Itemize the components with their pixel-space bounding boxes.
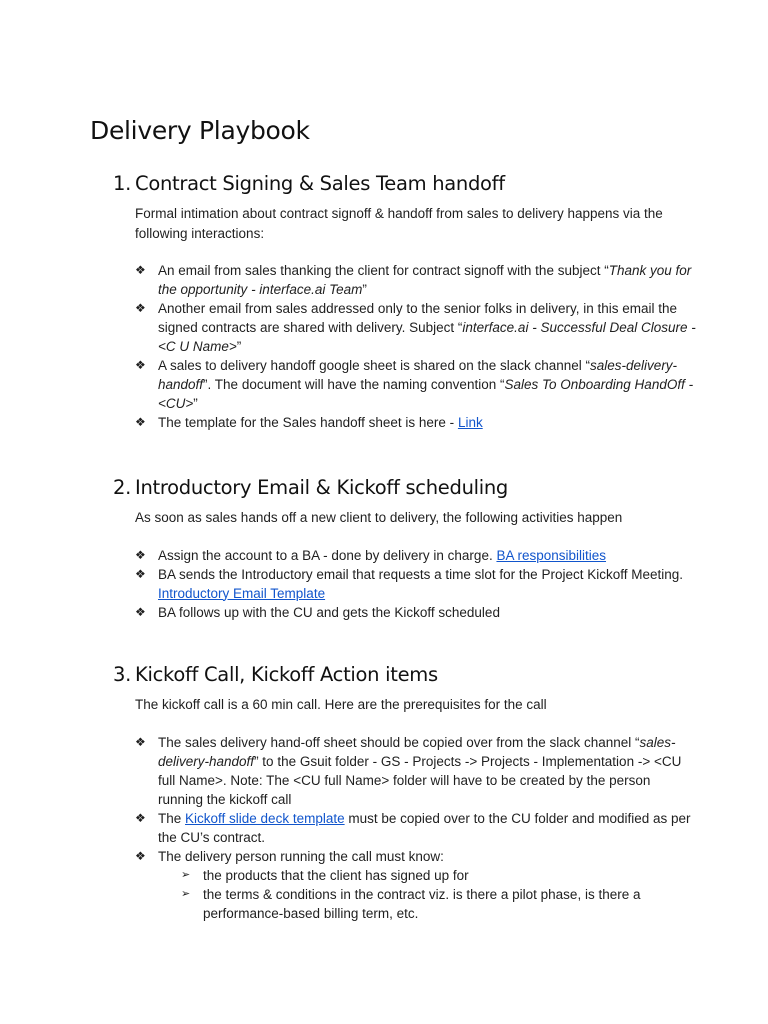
- list-item: [135, 565, 698, 603]
- list-item: [135, 261, 698, 299]
- italic-subject: Thank you for the opportunity - interface.ai Team: [158, 263, 692, 297]
- list-item: [135, 413, 698, 432]
- list-item: [135, 809, 698, 847]
- italic-naming-convention: Sales To Onboarding HandOff - <CU>: [158, 377, 694, 411]
- section-title: Introductory Email & Kickoff scheduling: [135, 476, 508, 499]
- list-item: [135, 546, 698, 565]
- bullet-text: ” to the Gsuit folder - GS - Projects -> Projects - Implementation -> <CU full Name>. Note: The <CU full Name> folder will have to be created by the person running the kickoff call: [158, 753, 682, 807]
- section-kickoff-call: [113, 663, 698, 923]
- section-number: 2.: [113, 476, 132, 499]
- sub-bullet-text: the products that the client has signed up for: [203, 867, 469, 883]
- kickoff-slide-deck-link[interactable]: Kickoff slide deck template: [185, 810, 345, 826]
- list-item: [135, 733, 698, 809]
- bullet-text: The template for the Sales handoff sheet is here -: [158, 415, 458, 430]
- diamond-bullet-icon: ❖: [135, 358, 146, 372]
- bullet-text: ”. The document will have the naming convention “: [203, 377, 505, 392]
- bullet-text: ”: [362, 282, 367, 297]
- section-number: 1.: [113, 172, 132, 195]
- diamond-bullet-icon: ❖: [135, 604, 146, 619]
- diamond-bullet-icon: ❖: [135, 566, 146, 581]
- bullet-list: [135, 733, 698, 923]
- section-number: 3.: [113, 663, 132, 686]
- section-intro: The kickoff call is a 60 min call. Here are the prerequisites for the call: [135, 697, 547, 712]
- section-introductory-email: [113, 476, 698, 622]
- section-intro: As soon as sales hands off a new client to delivery, the following activities happen: [135, 510, 623, 525]
- bullet-text: Assign the account to a BA - done by delivery in charge.: [158, 547, 497, 563]
- arrowhead-bullet-icon: ➢: [181, 887, 191, 900]
- list-item: [135, 356, 698, 413]
- bullet-list: [135, 546, 698, 622]
- sub-bullet-list: [158, 866, 698, 923]
- sales-handoff-link[interactable]: Link: [457, 415, 483, 430]
- section-title: Kickoff Call, Kickoff Action items: [135, 663, 438, 686]
- diamond-bullet-icon: ❖: [135, 263, 146, 277]
- diamond-bullet-icon: ❖: [135, 547, 146, 562]
- section-intro: Formal intimation about contract signoff & handoff from sales to delivery happens via the following interactions:: [135, 206, 663, 241]
- arrowhead-bullet-icon: ➢: [181, 868, 191, 881]
- italic-channel: sales-delivery-handoff: [158, 734, 676, 769]
- bullet-text: The sales delivery hand-off sheet should be copied over from the slack channel “: [158, 734, 640, 750]
- sub-list-item: [181, 866, 698, 885]
- section-heading: [113, 663, 698, 686]
- bullet-text: The delivery person running the call must know:: [158, 848, 444, 864]
- diamond-bullet-icon: ❖: [135, 848, 146, 863]
- section-heading: [113, 172, 698, 195]
- diamond-bullet-icon: ❖: [135, 810, 146, 825]
- bullet-text: Another email from sales addressed only to the senior folks in delivery, in this email the signed contracts are shared with delivery. Subject “: [158, 301, 677, 335]
- section-heading: [113, 476, 698, 499]
- list-item: [135, 847, 698, 923]
- italic-channel: sales-delivery-handoff: [158, 358, 678, 392]
- bullet-text: A sales to delivery handoff google sheet is shared on the slack channel “: [158, 358, 591, 373]
- bullet-text: ”: [236, 339, 242, 354]
- list-item: [135, 603, 698, 622]
- bullet-text: BA follows up with the CU and gets the Kickoff scheduled: [158, 604, 500, 620]
- section-title: Contract Signing & Sales Team handoff: [135, 172, 505, 195]
- page-title: Delivery Playbook: [90, 116, 310, 145]
- introductory-email-template-link[interactable]: Introductory Email Template: [158, 585, 326, 601]
- diamond-bullet-icon: ❖: [135, 734, 146, 749]
- italic-subject: interface.ai - Successful Deal Closure - <C U Name>: [158, 320, 696, 354]
- section-contract-signing: [113, 172, 698, 432]
- bullet-text: The: [158, 810, 186, 826]
- ba-responsibilities-link[interactable]: BA responsibilities: [496, 547, 607, 563]
- bullet-list: [135, 261, 698, 432]
- diamond-bullet-icon: ❖: [135, 415, 146, 429]
- sub-bullet-text: the terms & conditions in the contract viz. is there a pilot phase, is there a performance-based billing term, etc.: [203, 886, 641, 921]
- bullet-text: must be copied over to the CU folder and modified as per the CU’s contract.: [158, 810, 691, 845]
- bullet-text: An email from sales thanking the client for contract signoff with the subject “: [158, 263, 609, 278]
- list-item: [135, 299, 698, 356]
- diamond-bullet-icon: ❖: [135, 301, 146, 315]
- bullet-text: BA sends the Introductory email that requests a time slot for the Project Kickoff Meeting.: [158, 566, 684, 582]
- bullet-text: ”: [193, 396, 198, 411]
- sub-list-item: [181, 885, 698, 923]
